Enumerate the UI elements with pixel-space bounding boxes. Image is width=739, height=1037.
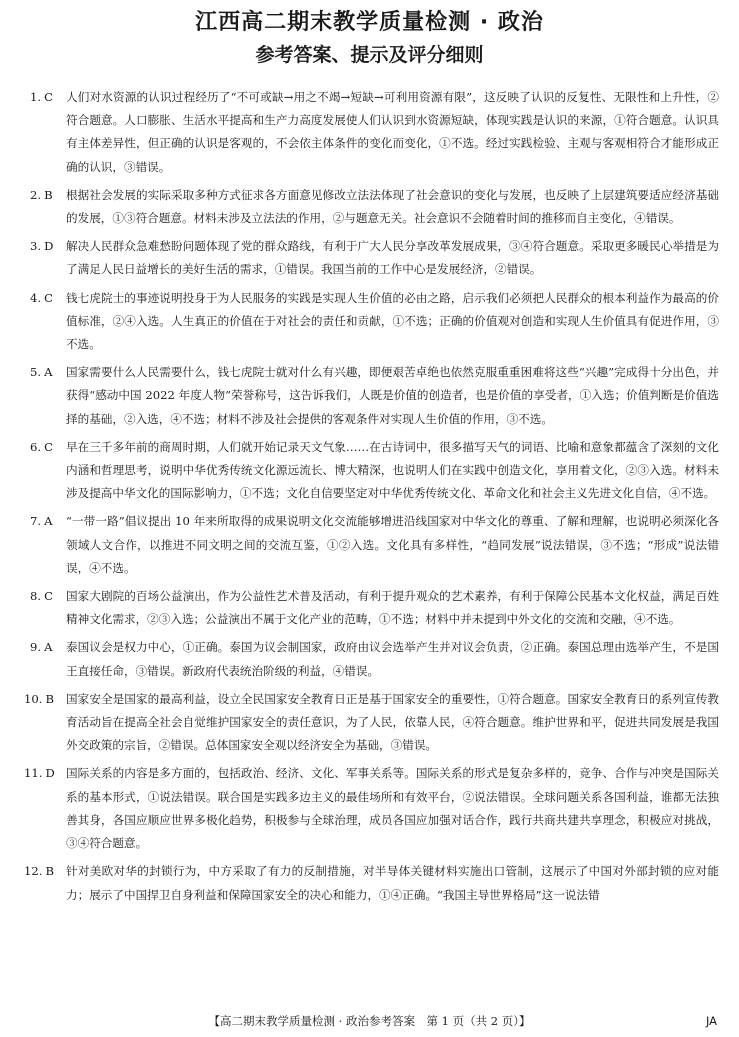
answer-letter: D <box>45 766 55 781</box>
answer-letter: A <box>44 365 53 380</box>
question-number: 4. <box>30 290 42 305</box>
answer-list <box>0 86 739 912</box>
answer-explanation: 国家大剧院的百场公益演出，作为公益性艺术普及活动，有利于提升观众的艺术素养，有利于保障公民基本文化权益，满足百姓精神文化需求，②③入选；公益演出不属于文化产业的范畴，①不选；材料中并未提到中外文化的交流和交融，④不选。 <box>66 589 719 627</box>
question-number: 12. <box>24 864 43 879</box>
answer-letter: B <box>45 864 54 879</box>
answer-item-9 <box>0 636 739 682</box>
page-title: 江西高二期末教学质量检测 · 政治 <box>195 10 544 35</box>
answer-explanation: 针对美欧对华的封锁行为，中方采取了有力的反制措施，对半导体关键材料实施出口管制，这展示了中国对外部封锁的应对能力；展示了中国捍卫自身利益和保障国家安全的决心和能力，①④正确。“我国主导世界格局”这一说法错 <box>66 864 719 902</box>
question-number: 8. <box>30 589 42 604</box>
answer-letter: A <box>44 640 53 655</box>
answer-explanation: “一带一路”倡议提出 10 年来所取得的成果说明文化交流能够增进沿线国家对中华文化的尊重、了解和理解，也说明必须深化各领域人文合作，以推进不同文明之间的交流互鉴，①②入选。文化具有多样性，“趋同发展”说法错误，③不选；“形成”说法错误，④不选。 <box>66 514 719 575</box>
question-number: 1. <box>30 90 42 104</box>
answer-item-6 <box>0 436 739 506</box>
answer-item-7 <box>0 510 739 580</box>
answer-explanation: 钱七虎院士的事迹说明投身于为人民服务的实践是实现人生价值的必由之路，启示我们必须把人民群众的根本利益作为最高的价值标准，②④入选。人生真正的价值在于对社会的责任和贡献，①不选；正确的价值观对创造和实现人生价值具有促进作用，③不选。 <box>66 290 719 352</box>
answer-item-2 <box>0 184 739 230</box>
answer-item-8 <box>0 585 739 631</box>
answer-letter: C <box>44 589 53 604</box>
answer-explanation: 泰国议会是权力中心，①正确。泰国为议会制国家，政府由议会选举产生并对议会负责，②正确。泰国总理由选举产生，不是国王直接任命，③错误。新政府代表统治阶级的利益，④错误。 <box>66 640 719 678</box>
answer-explanation: 早在三千多年前的商周时期，人们就开始记录天文气象……在古诗词中，很多描写天气的词语、比喻和意象都蕴含了深刻的文化内涵和哲理思考，说明中华优秀传统文化源远流长、博大精深，也说明人们在实践中创造文化，享用着文化，②③入选。材料未涉及提高中华文化的国际影响力，①不选；文化自信要坚定对中华优秀传统文化、革命文化和社会主义先进文化自信，④不选。 <box>66 439 719 501</box>
answer-explanation: 国家需要什么人民需要什么，钱七虎院士就对什么有兴趣，即便艰苦卓绝也依然克服重重困难将这些“兴趣”完成得十分出色，并获得“感动中国 2022 年度人物”荣誉称号，这告诉我们，人既是价值的创造者，也是价值的享受者，①入选；价值判断是价值选择的基础，②入选，④不选；材料不涉及社会提供的客观条件对实现人生价值的作用，③不选。 <box>66 365 719 426</box>
question-number: 11. <box>24 766 43 781</box>
question-number: 6. <box>30 439 42 454</box>
answer-explanation: 根据社会发展的实际采取多种方式征求各方面意见修改立法法体现了社会意识的变化与发展，也反映了上层建筑要适应经济基础的发展，①③符合题意。材料未涉及立法法的作用，②与题意无关。社会意识不会随着时间的推移而自主变化，④错误。 <box>66 187 719 226</box>
question-number: 2. <box>30 187 42 202</box>
answer-letter: A <box>44 514 53 529</box>
answer-letter: D <box>44 239 54 254</box>
answer-explanation: 国际关系的内容是多方面的，包括政治、经济、文化、军事关系等。国际关系的形式是复杂多样的，竞争、合作与冲突是国际关系的基本形式，①说法错误。联合国是实践多边主义的最佳场所和有效平台，②说法错误。全球问题关系各国利益，谁都无法独善其身，各国应顺应世界多极化趋势，积极参与全球治理，成员各国应加强对话合作，践行共商共建共享理念，积极应对挑战，③④符合题意。 <box>66 766 719 851</box>
footer-code: JA <box>705 1014 717 1028</box>
footer-page-info: 【高二期末教学质量检测 · 政治参考答案 第 1 页（共 2 页）】 <box>208 1014 531 1028</box>
question-number: 9. <box>30 640 42 655</box>
answer-letter: B <box>44 187 53 202</box>
answer-letter: C <box>44 90 53 104</box>
answer-letter: C <box>44 290 53 305</box>
question-number: 7. <box>30 514 42 529</box>
answer-letter: C <box>44 439 53 454</box>
answer-item-4 <box>0 287 739 357</box>
answer-item-3 <box>0 235 739 281</box>
page-header <box>0 0 739 69</box>
question-number: 10. <box>24 691 43 706</box>
answer-explanation: 人们对水资源的认识过程经历了“不可或缺→用之不竭→短缺→可利用资源有限”，这反映了认识的反复性、无限性和上升性，②符合题意。人口膨胀、生活水平提高和生产力高度发展使人们认识到水资源短缺，体现实践是认识的来源，①符合题意。认识具有主体差异性，但正确的认识是客观的，不会依主体条件的变化而变化，①不选。经过实践检验、主观与客观相符合才能形成正确的认识，③错误。 <box>66 90 719 174</box>
answer-letter: B <box>45 691 54 706</box>
answer-item-5 <box>0 361 739 431</box>
question-number: 5. <box>30 365 42 380</box>
answer-explanation: 国家安全是国家的最高利益，设立全民国家安全教育日正是基于国家安全的重要性，①符合题意。国家安全教育日的系列宣传教育活动旨在提高全社会自觉维护国家安全的责任意识，为了人民，依靠人民，④符合题意。维护世界和平，促进共同发展是我国外交政策的宗旨，②错误。总体国家安全观以经济安全为基础，③错误。 <box>66 691 719 753</box>
answer-item-10 <box>0 688 739 758</box>
question-number: 3. <box>30 239 42 254</box>
answer-item-11 <box>0 762 739 855</box>
page-subtitle: 参考答案、提示及评分细则 <box>255 44 484 66</box>
answer-explanation: 解决人民群众急难愁盼问题体现了党的群众路线，有利于广大人民分享改革发展成果，③④符合题意。采取更多暖民心举措是为了满足人民日益增长的美好生活的需求，①错误。我国当前的工作中心是发展经济，②错误。 <box>66 239 719 277</box>
page-footer <box>0 1011 739 1031</box>
answer-item-12 <box>0 860 739 906</box>
answer-item-1 <box>0 86 739 179</box>
